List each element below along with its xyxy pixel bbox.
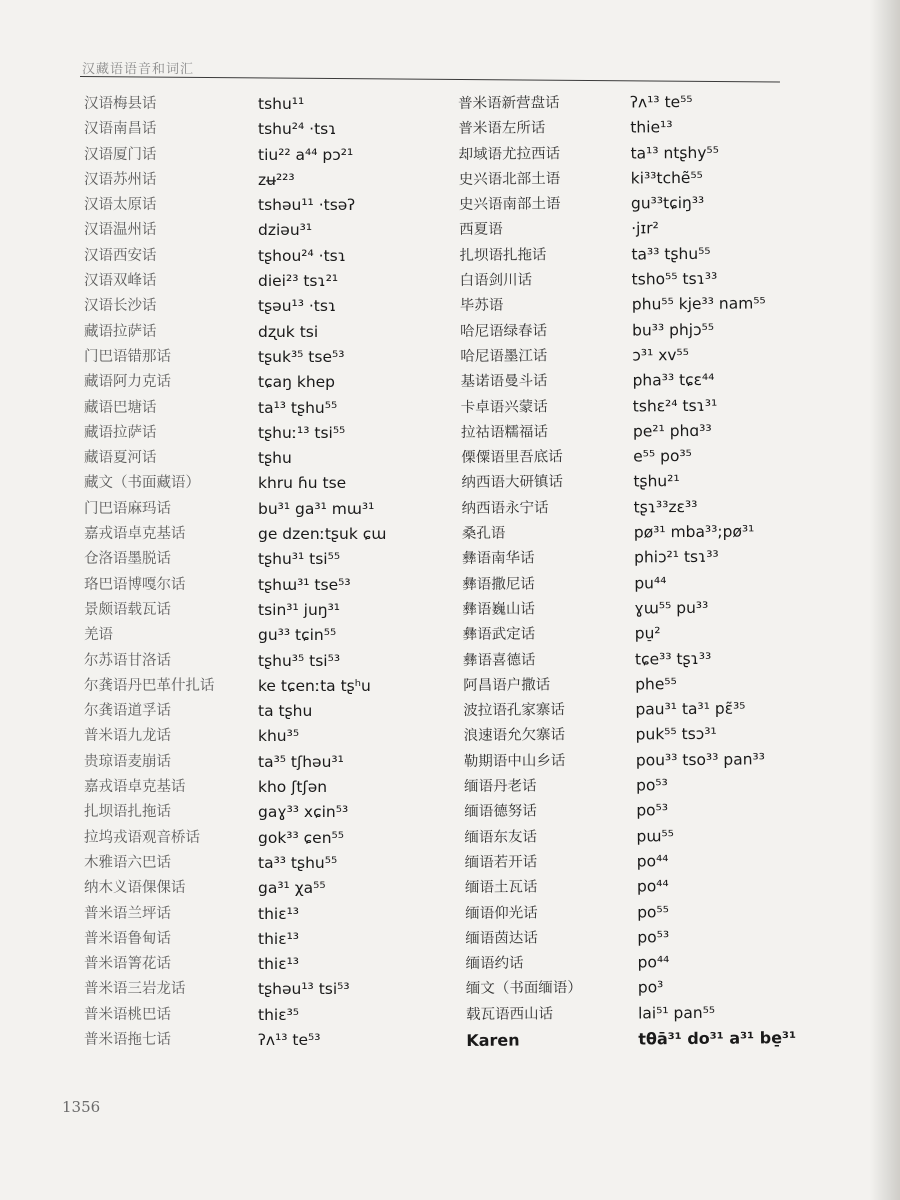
dialect-row [84, 952, 454, 977]
dialect-row [460, 341, 870, 370]
phonetic-form: ta³³ tʂhu⁵⁵ [631, 244, 711, 264]
right-column [458, 88, 876, 1053]
dialect-row [84, 396, 454, 421]
dialect-row [463, 670, 873, 699]
phonetic-form: ta tʂhu [258, 702, 313, 721]
dialect-name: 毕苏语 [459, 297, 504, 315]
phonetic-form: thiɛ¹³ [258, 904, 300, 923]
dialect-name: 彝语巍山话 [462, 601, 536, 618]
phonetic-form: tʂɿ³³zɛ³³ [633, 497, 698, 517]
dialect-name: 哈尼语绿春话 [460, 322, 548, 340]
dialect-name: 羌语 [84, 627, 113, 644]
phonetic-form: po⁴⁴ [636, 852, 669, 871]
dialect-row [84, 724, 454, 749]
phonetic-form: tʂhou²⁴ ·tsɿ [258, 246, 346, 265]
dialect-name: 波拉语孔家寨话 [463, 702, 565, 720]
dialect-name: 汉语温州话 [84, 222, 157, 239]
dialect-name: 史兴语南部土语 [458, 196, 561, 214]
dialect-name: 门巴语错那话 [84, 348, 171, 365]
phonetic-form: gok³³ ɕen⁵⁵ [258, 828, 344, 847]
phonetic-form: pø³¹ mba³³;pø³¹ [633, 522, 755, 542]
dialect-row [84, 92, 454, 117]
dialect-name: 普米语三岩龙话 [84, 981, 186, 998]
dialect-name: 汉语太原话 [84, 197, 157, 214]
phonetic-form: tɕaŋ khep [258, 373, 336, 392]
dialect-row [462, 544, 872, 573]
phonetic-form: ki³³tchẽ⁵⁵ [630, 168, 703, 188]
dialect-name: 史兴语北部土语 [458, 171, 561, 188]
dialect-name: 普米语九龙话 [84, 728, 171, 745]
dialect-row [84, 623, 454, 648]
dialect-row [84, 370, 454, 395]
dialect-name: 缅语丹老话 [463, 778, 537, 795]
phonetic-form: tiu²² a⁴⁴ pɔ²¹ [258, 145, 354, 164]
phonetic-form: tʂhɯ³¹ tse⁵³ [258, 575, 351, 594]
dialect-row [461, 468, 871, 497]
dialect-row [84, 1028, 454, 1053]
phonetic-form: ta¹³ tʂhu⁵⁵ [258, 398, 338, 417]
dialect-name: 拉坞戎语观音桥话 [84, 829, 200, 846]
phonetic-form: po⁵⁵ [637, 902, 669, 921]
phonetic-form: po⁵³ [635, 776, 668, 795]
phonetic-form: po⁵³ [636, 801, 669, 820]
dialect-name: 汉语苏州话 [84, 171, 157, 188]
dialect-row [463, 645, 873, 674]
dialect-name: 汉语双峰话 [84, 273, 157, 290]
dialect-row [464, 797, 874, 826]
dialect-name: 贵琼语麦崩话 [84, 753, 171, 770]
phonetic-form: tshɛ²⁴ tsɿ³¹ [632, 396, 718, 416]
dialect-name: Karen [466, 1030, 520, 1050]
dialect-row [84, 573, 454, 598]
dialect-name: 藏语巴塘话 [84, 399, 157, 416]
dialect-name: 藏语拉萨话 [84, 424, 157, 441]
dialect-name: 普米语拖七话 [84, 1031, 171, 1048]
dialect-row [464, 746, 874, 775]
dialect-name: 缅语若开话 [464, 854, 538, 871]
dialect-name: 载瓦语西山话 [465, 1005, 554, 1023]
dialect-row [460, 291, 870, 320]
phonetic-form: ge dzenːtʂuk ɕɯ [258, 525, 387, 544]
dialect-name: 普米语鲁甸话 [84, 930, 171, 947]
dialect-row [84, 598, 454, 623]
phonetic-form: tshu¹¹ [258, 95, 305, 113]
dialect-row [84, 269, 454, 294]
dialect-name: 尔龚语丹巴革什扎话 [84, 677, 215, 694]
phonetic-form: tshu²⁴ ·tsɿ [258, 120, 337, 139]
phonetic-form: ta³⁵ tʃhəu³¹ [258, 752, 344, 771]
dialect-row [84, 826, 454, 851]
dialect-name: 扎坝语扎拖话 [459, 247, 547, 264]
dialect-row [84, 193, 454, 218]
phonetic-form: tsin³¹ juŋ³¹ [258, 600, 341, 619]
dialect-name: 勒期语中山乡话 [463, 752, 566, 770]
dialect-name: 汉语南昌话 [84, 121, 157, 138]
dialect-name: 缅语茵达话 [465, 930, 538, 947]
dialect-row [462, 569, 872, 598]
dialect-row [84, 117, 454, 142]
dialect-row [84, 522, 454, 547]
dialect-row [458, 139, 868, 168]
dialect-name: 拉祜语糯福话 [460, 424, 549, 441]
dialect-row [84, 649, 454, 674]
dialect-row [461, 392, 871, 421]
phonetic-form: pɯ⁵⁵ [636, 826, 674, 846]
phonetic-form: thiɛ¹³ [258, 955, 300, 974]
dialect-row [461, 443, 871, 472]
dialect-name: 阿昌语户撒话 [463, 677, 551, 694]
phonetic-form: pou³³ tso³³ pan³³ [635, 750, 766, 770]
dialect-row [466, 948, 876, 977]
dialect-row [464, 721, 874, 750]
dialect-name: 藏语拉萨话 [84, 323, 157, 340]
dialect-name: 嘉戎语卓克基话 [84, 779, 186, 796]
dialect-row [466, 999, 876, 1028]
dialect-row [84, 674, 454, 699]
dialect-name: 门巴语麻玛话 [84, 500, 171, 517]
phonetic-form: gaɣ³³ xɕin⁵³ [258, 803, 349, 822]
dialect-row [84, 244, 454, 269]
dialect-name: 缅语东友话 [464, 828, 538, 846]
dialect-row [465, 873, 875, 902]
dialect-row [84, 345, 454, 370]
dialect-name: 汉语梅县话 [84, 96, 157, 112]
dialect-name: 藏语夏河话 [84, 450, 157, 467]
dialect-name: 纳西语永宁话 [461, 499, 549, 517]
dialect-name: 缅语仰光话 [465, 904, 538, 922]
phonetic-form: phu⁵⁵ kje³³ nam⁵⁵ [631, 294, 766, 314]
dialect-name: 木雅语六巴话 [84, 854, 171, 871]
phonetic-form: diei²³ tsɿ²¹ [258, 272, 339, 291]
dialect-name: 浪速语允欠寨话 [463, 727, 566, 745]
phonetic-form: pha³³ tɕɛ⁴⁴ [632, 371, 715, 390]
dialect-row [84, 421, 454, 446]
dialect-name: 缅语德努话 [464, 803, 537, 821]
dialect-row [465, 898, 875, 927]
dialect-row [84, 800, 454, 825]
dialect-row [459, 164, 869, 193]
dialect-name: 尔苏语甘洛话 [84, 652, 171, 669]
phonetic-form: bu³³ phjɔ⁵⁵ [632, 320, 715, 340]
phonetic-form: zʉ²²³ [258, 170, 295, 189]
dialect-name: 缅语约话 [465, 955, 524, 973]
dialect-name: 汉语长沙话 [84, 298, 157, 315]
phonetic-form: thiɛ¹³ [258, 929, 300, 948]
dialect-row [466, 1024, 876, 1053]
phonetic-form: khu³⁵ [258, 727, 300, 746]
phonetic-form: tʂhu²¹ [633, 472, 680, 491]
phonetic-form: tʂəu¹³ ·tsɿ [258, 297, 337, 316]
dialect-row [460, 265, 870, 294]
phonetic-form: pau³¹ ta³¹ pɛ̃³⁵ [635, 699, 746, 719]
dialect-name: 基诺语曼斗话 [460, 373, 548, 391]
phonetic-form: tshəu¹¹ ·tsəʔ [258, 196, 356, 215]
phonetic-form: phiɔ²¹ tsɿ³³ [633, 548, 719, 567]
phonetic-form: tθā³¹ do³¹ a³¹ be̠³¹ [638, 1028, 797, 1049]
phonetic-form: thie¹³ [630, 118, 673, 137]
dialect-row [461, 417, 871, 446]
dialect-row [84, 168, 454, 193]
phonetic-form: ta³³ tʂhu⁵⁵ [258, 853, 338, 872]
dialect-name: 白语剑川话 [459, 272, 533, 290]
dialect-name: 珞巴语博嘎尔话 [84, 576, 186, 593]
dialect-name: 纳西语大研镇话 [461, 474, 563, 492]
dialect-row [84, 851, 454, 876]
dialect-row [84, 876, 454, 901]
phonetic-form: gu³³ tɕin⁵⁵ [258, 626, 337, 645]
dialect-row [84, 699, 454, 724]
phonetic-form: ɔ³¹ xv⁵⁵ [632, 345, 690, 365]
dialect-name: 纳木义语倮倮话 [84, 880, 186, 897]
dialect-name: 仓洛语墨脱话 [84, 551, 171, 568]
phonetic-form: tsho⁵⁵ tsɿ³³ [631, 269, 718, 289]
phonetic-form: dʐuk tsi [258, 322, 319, 341]
dialect-row [460, 316, 870, 345]
phonetic-form: ɣɯ⁵⁵ pu³³ [634, 598, 709, 618]
dialect-row [84, 218, 454, 243]
phonetic-form: tʂhuː¹³ tsi⁵⁵ [258, 423, 346, 442]
dialect-name: 彝语南华话 [462, 550, 535, 568]
phonetic-form: kho ʃtʃən [258, 778, 328, 797]
phonetic-form: ga³¹ χa⁵⁵ [258, 879, 326, 898]
page-number: 1356 [62, 1098, 101, 1116]
dialect-name: 景颇语载瓦话 [84, 601, 171, 618]
phonetic-form: phe⁵⁵ [635, 674, 677, 694]
dialect-row [458, 114, 868, 143]
dialect-row [463, 620, 873, 649]
dialect-row [462, 594, 872, 623]
dialect-name: 西夏语 [459, 222, 503, 239]
phonetic-form: po⁴⁴ [636, 877, 669, 896]
dialect-name: 缅语土瓦话 [464, 879, 538, 897]
dialect-row [84, 143, 454, 168]
dialect-name: 彝语喜德话 [462, 651, 536, 669]
dialect-row [84, 547, 454, 572]
dialect-name: 扎坝语扎拖话 [84, 804, 171, 821]
dialect-name: 嘉戎语卓克基话 [84, 526, 186, 543]
phonetic-form: po³ [637, 978, 664, 997]
dialect-name: 彝语武定话 [462, 626, 536, 644]
dialect-name: 普米语左所话 [458, 120, 546, 138]
dialect-row [84, 977, 454, 1002]
dialect-row [463, 696, 873, 725]
dialect-row [84, 1003, 454, 1028]
dialect-row [84, 902, 454, 927]
phonetic-form: tʂhəu¹³ tsi⁵³ [258, 980, 350, 999]
dialect-row [458, 88, 868, 117]
dialect-row [465, 923, 875, 952]
dialect-name: 却域语尤拉西话 [458, 145, 561, 163]
dialect-name: 尔龚语道孚话 [84, 703, 171, 720]
dialect-name: 哈尼语墨江话 [460, 348, 548, 365]
dialect-row [466, 974, 876, 1003]
dialect-row [84, 775, 454, 800]
phonetic-form: ta¹³ ntʂhy⁵⁵ [630, 143, 719, 163]
dialect-name: 缅文（书面缅语） [465, 980, 582, 998]
dialect-name: 普米语兰坪话 [84, 905, 171, 922]
dialect-row [84, 294, 454, 319]
phonetic-form: tɕe³³ tʂɿ³³ [634, 649, 712, 669]
dialect-name: 汉语厦门话 [84, 146, 157, 163]
dialect-row [84, 927, 454, 952]
phonetic-form: thiɛ³⁵ [258, 1005, 300, 1024]
phonetic-form: lai⁵¹ pan⁵⁵ [637, 1003, 716, 1023]
phonetic-form: e⁵⁵ po³⁵ [633, 447, 692, 466]
dialect-row [459, 190, 869, 219]
phonetic-form: bu³¹ ga³¹ mɯ³¹ [258, 499, 375, 518]
phonetic-form: pu⁴⁴ [634, 573, 667, 593]
dialect-row [84, 750, 454, 775]
phonetic-form: po⁵³ [637, 927, 670, 947]
dialect-name: 桑孔语 [461, 525, 506, 543]
phonetic-form: tʂhu [258, 449, 292, 468]
dialect-name: 普米语新营盘话 [458, 95, 560, 112]
phonetic-form: ʔʌ¹³ te⁵³ [258, 1030, 321, 1049]
header-rule [80, 76, 780, 82]
phonetic-form: tʂuk³⁵ tse⁵³ [258, 347, 345, 366]
dialect-name: 卡卓语兴蒙话 [460, 398, 548, 416]
phonetic-form: pu̠² [634, 624, 661, 643]
dialect-name: 藏语阿力克话 [84, 374, 171, 391]
phonetic-form: dziəu³¹ [258, 221, 313, 240]
dialect-name: 普米语箐花话 [84, 956, 171, 973]
phonetic-form: ʔʌ¹³ te⁵⁵ [630, 92, 693, 112]
phonetic-form: gu³³tɕiŋ³³ [630, 194, 705, 213]
phonetic-form: ·jɪr² [631, 219, 659, 238]
dialect-row [464, 771, 874, 800]
dialect-row [459, 240, 869, 269]
dialect-name: 彝语撒尼话 [462, 575, 535, 593]
dialect-name: 普米语桃巴话 [84, 1006, 171, 1023]
phonetic-form: ke tɕenːta tʂʰu [258, 676, 371, 695]
dialect-row [462, 518, 872, 547]
phonetic-form: khru ɦu tse [258, 474, 347, 493]
dialect-row [460, 367, 870, 396]
phonetic-form: po⁴⁴ [637, 953, 670, 972]
dialect-row [464, 822, 874, 851]
dialect-row [84, 471, 454, 496]
phonetic-form: tʂhu³⁵ tsi⁵³ [258, 651, 341, 670]
left-column [84, 92, 454, 1053]
dialect-name: 汉语西安话 [84, 247, 157, 264]
dialect-row [84, 320, 454, 345]
dialect-row [462, 493, 872, 522]
dialect-row [459, 215, 869, 244]
dialect-row [84, 446, 454, 471]
dialect-name: 藏文（书面藏语） [84, 475, 200, 492]
running-title: 汉藏语语音和词汇 [82, 62, 195, 77]
dialect-row [84, 497, 454, 522]
dialect-row [465, 847, 875, 876]
phonetic-form: pe²¹ phɑ³³ [632, 421, 712, 441]
phonetic-form: puk⁵⁵ tsɔ³¹ [635, 725, 717, 744]
phonetic-form: tʂhu³¹ tsi⁵⁵ [258, 550, 341, 569]
dialect-name: 傈僳语里吾底话 [461, 449, 563, 467]
